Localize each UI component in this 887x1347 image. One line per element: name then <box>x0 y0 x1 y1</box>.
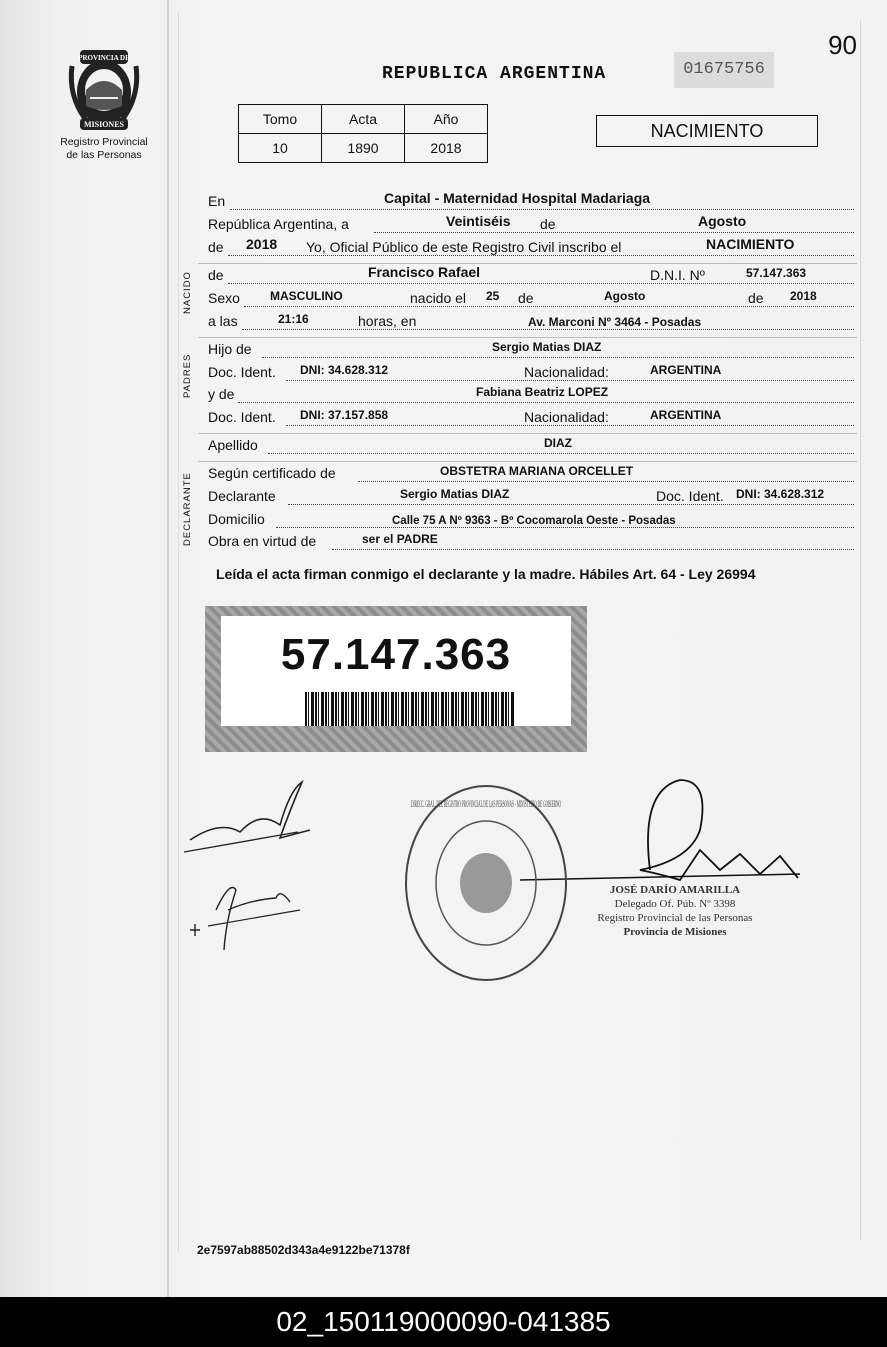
padre-nac: ARGENTINA <box>650 363 722 377</box>
madre-nombre: Fabiana Beatriz LOPEZ <box>476 385 609 399</box>
row-madre-doc <box>208 406 854 428</box>
barcode <box>305 692 515 726</box>
row-padre-doc <box>208 361 854 383</box>
registro-caption <box>40 136 168 162</box>
official-stamp-text <box>590 883 760 939</box>
madre-doc-label: Doc. Ident. <box>208 409 276 425</box>
dni-number-card <box>205 606 587 752</box>
nacido-el-label: nacido el <box>410 290 467 306</box>
horas-label: horas, en <box>358 313 417 329</box>
stamp-line-4: Provincia de Misiones <box>623 926 727 938</box>
declarante-label: Declarante <box>208 488 276 504</box>
de2-label: de <box>208 239 224 255</box>
seal-text: DIRECC. GRAL. DEL REGISTRO PROVINCIAL DE LAS PERSONAS - MINISTERIO DE GOBIERNO <box>411 799 562 809</box>
logo-bottom-text: MISIONES <box>83 120 125 129</box>
nacido-nombre: Francisco Rafael <box>368 264 481 280</box>
hijo-label: Hijo de <box>208 341 252 357</box>
row-certificado <box>208 462 854 484</box>
page-number: 90 <box>828 30 857 60</box>
serial-number: 01675756 <box>674 52 774 88</box>
lugar-value: Av. Marconi Nº 3464 - Posadas <box>528 315 702 329</box>
misiones-coat-of-arms-logo <box>64 46 144 132</box>
en-label: En <box>208 193 226 209</box>
apellido-value: DIAZ <box>544 436 572 450</box>
declarante-nombre: Sergio Matias DIAZ <box>400 487 510 501</box>
stamp-line-2: Delegado Of. Púb. Nº 3398 <box>614 898 736 910</box>
row-sexo <box>208 287 854 309</box>
row-anio <box>208 236 854 258</box>
row-nombre <box>208 264 854 286</box>
dni-card-number: 57.147.363 <box>280 630 512 679</box>
sexo-value: MASCULINO <box>270 289 343 303</box>
registro-line-1: Registro Provincial <box>60 136 148 148</box>
apellido-label: Apellido <box>208 437 258 453</box>
dni-label: D.N.I. Nº <box>650 267 705 283</box>
header-anio: Año <box>405 105 488 134</box>
domicilio-label: Domicilio <box>208 511 265 527</box>
padre-doc-label: Doc. Ident. <box>208 364 276 380</box>
official-seal-stamp <box>403 783 569 983</box>
declarante-doc-label: Doc. Ident. <box>656 488 724 504</box>
padre-doc: DNI: 34.628.312 <box>300 363 389 377</box>
republica-label: República Argentina, a <box>208 216 349 232</box>
padre-nombre: Sergio Matias DIAZ <box>492 340 602 354</box>
obra-label: Obra en virtud de <box>208 533 317 549</box>
row-republica <box>208 213 854 235</box>
padres-side-label: PADRES <box>182 353 193 398</box>
value-acta: 1890 <box>322 134 405 163</box>
inscribo-value: NACIMIENTO <box>706 236 795 252</box>
tomo-acta-table <box>238 104 488 163</box>
file-id-footer: 02_150119000090-041385 <box>0 1297 887 1347</box>
nacido-de-label: de <box>208 267 224 283</box>
value-anio: 2018 <box>405 134 488 163</box>
padre-nac-label: Nacionalidad: <box>524 364 609 380</box>
certificado-value: OBSTETRA MARIANA ORCELLET <box>440 464 634 478</box>
declarante-doc: DNI: 34.628.312 <box>736 487 825 501</box>
stamp-line-1: JOSÉ DARÍO AMARILLA <box>609 884 741 896</box>
declarante-side-label: DECLARANTE <box>182 472 193 546</box>
madre-nac-label: Nacionalidad: <box>524 409 609 425</box>
madre-doc: DNI: 37.157.858 <box>300 408 389 422</box>
en-value: Capital - Maternidad Hospital Madariaga <box>384 190 651 206</box>
dni-card-inner <box>221 616 571 726</box>
hora-value: 21:16 <box>278 312 309 326</box>
domicilio-value: Calle 75 A Nº 9363 - Bº Cocomarola Oeste - Posadas <box>392 515 676 527</box>
segun-label: Según certificado de <box>208 465 336 481</box>
row-obra <box>208 530 854 552</box>
anio-value: 2018 <box>246 236 278 252</box>
row-domicilio <box>208 508 854 530</box>
row-apellido <box>208 434 854 456</box>
mes-value: Agosto <box>698 213 747 229</box>
page-fold-line <box>167 0 169 1297</box>
de-label: de <box>540 216 556 232</box>
stamp-line-3: Registro Provincial de las Personas <box>597 912 753 924</box>
nacido-de-label-3: de <box>748 290 764 306</box>
nacido-dni: 57.147.363 <box>746 266 807 280</box>
registro-line-2: de las Personas <box>66 149 142 161</box>
row-en <box>208 190 854 212</box>
sexo-label: Sexo <box>208 290 240 306</box>
logo-top-text: PROVINCIA DE <box>78 54 130 62</box>
row-madre <box>208 383 854 405</box>
value-tomo: 10 <box>239 134 322 163</box>
header-tomo: Tomo <box>239 105 322 134</box>
nacido-de-label-2: de <box>518 290 534 306</box>
nacido-anio: 2018 <box>790 289 817 303</box>
margin-line <box>178 12 179 1252</box>
document-title: REPUBLICA ARGENTINA <box>382 64 607 84</box>
document-hash: 2e7597ab88502d343a4e9122be71378f <box>197 1243 410 1257</box>
yde-label: y de <box>208 386 235 402</box>
row-hijo <box>208 338 854 360</box>
nacido-mes: Agosto <box>604 289 646 303</box>
nacido-side-label: NACIDO <box>182 271 193 314</box>
right-margin-line <box>860 20 861 1240</box>
dia-value: Veintiséis <box>446 213 511 229</box>
row-hora <box>208 310 854 332</box>
act-type-box: NACIMIENTO <box>596 115 818 147</box>
closing-statement: Leída el acta firman conmigo el declarante y la madre. Hábiles Art. 64 - Ley 26994 <box>216 566 756 582</box>
row-declarante <box>208 485 854 507</box>
yo-label: Yo, Oficial Público de este Registro Civil inscribo el <box>306 239 622 255</box>
alas-label: a las <box>208 313 238 329</box>
obra-value: ser el PADRE <box>362 532 438 546</box>
header-acta: Acta <box>322 105 405 134</box>
nacido-dia: 25 <box>486 289 500 303</box>
madre-nac: ARGENTINA <box>650 408 722 422</box>
